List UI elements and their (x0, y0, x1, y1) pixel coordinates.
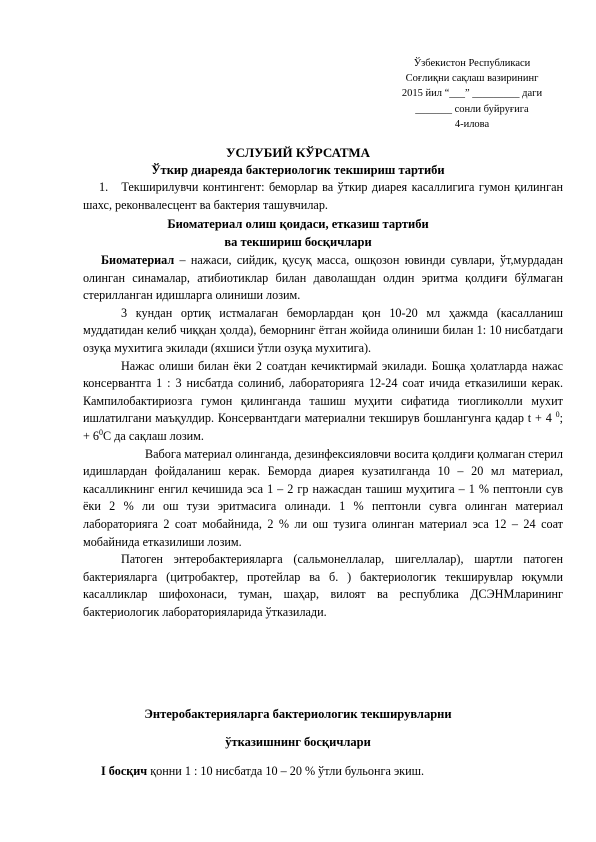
paragraph-biomaterial (83, 252, 563, 305)
section-heading-2b: ўтказишнинг босқичлари (225, 735, 371, 749)
approval-header (382, 56, 562, 132)
stage-text: қонни 1 : 10 нисбатда 10 – 20 % ўтли бульонга экиш. (147, 764, 425, 778)
paragraph-text: ; + 6 (83, 411, 563, 443)
header-line: Соғлиқни сақлаш вазирининг (405, 73, 539, 85)
paragraph-text: Нажас олиши билан ёки 2 соатдан кечиктирмай экилади. Бошқа ҳолатларда нажас консервантга 1 : 3 нисбатда солиниб, лабораторияга 12-24 соат ичида етказилиши керак. Кампилобактириозга гумон қилинганда ташиш муҳити сифатида тиогликолли мухит ишлатилгани маъқулдир. Консервантдаги материални текширув бошлангунга қадар t + 4 (83, 358, 563, 426)
superscript: 0 (99, 427, 104, 437)
body-text (83, 252, 563, 621)
section-heading-1a: Биоматериал олиш қоидаси, етказиш тартиби (167, 217, 429, 231)
item-1-text (83, 179, 563, 214)
superscript: 0 (555, 410, 560, 420)
item-1 (83, 179, 563, 214)
term-biomaterial: Биоматериал (101, 253, 175, 267)
paragraph-cholera: Вабога материал олинганда, дезинфексияловчи восита қолдиғи қолмаган стерил идишлардан фойдаланиш керак. Беморда диарея кузатилганда 10 – 20 мл материал, касалликнинг енгил кечишида эса 1 – 2 гр нажасдан ташиш муҳитига – 1 % пептонли сув ёки 2 % ли ош тузи эритмасига олинади. 1 % пептонли сувга олинган материал лабораторияга 2 соат мобайнида, 2 % ли ош тузига олинган материал эса 12 – 24 соат мобайнида етказилиши лозим. (83, 446, 563, 549)
item-number: 1. (99, 180, 109, 194)
paragraph-feces (83, 358, 563, 446)
paragraph-blood: 3 кундан ортиқ истмалаган беморлардан қон 10-20 мл ҳажмда (касалланиш муддатидан келиб чиққан ҳолда), беморнинг ётган жойида олиниши билан 1: 10 нисбатдаги озуқа мухитига экилади (яхшиси ўтли озуқа мухитига). (83, 305, 563, 355)
header-line: 4-илова (454, 118, 490, 130)
paragraph-text: – нажаси, сийдик, қусуқ масса, ошқозон ювинди сувлари, ўт,мурдадан олинган синамалар, атибиотиклар билан даволашдан олдин эритма қолдиғи бўлмаган стерилланган идишларга олиниши лозим. (83, 253, 563, 303)
section-heading-1b: ва текшириш босқичлари (224, 235, 372, 249)
item-text: Текширилувчи контингент: беморлар ва ўткир диарея касаллигига гумон қилинган шахс, реконвалесцент ва бактерия ташувчилар. (83, 180, 564, 212)
stage-1-text (83, 763, 563, 781)
document-title: УСЛУБИЙ КЎРСАТМА (225, 145, 371, 160)
stage-term: I босқич (101, 764, 148, 778)
paragraph-pathogen: Патоген энтеробактерияларга (сальмонеллалар, шигеллалар), шартли патоген бактерияларга (цитробактер, протейлар ва б. ) бактериологик текширувлар юқумли касалликлар шифохонаси, туман, шаҳар, вилоят ва республика ДСЭНМларининг бактериологик лабораторияларида ўтказилади. (83, 552, 563, 619)
paragraph-text: С да сақлаш лозим. (103, 428, 204, 443)
header-line: 2015 йил “___” _________ даги (401, 88, 543, 100)
stage-1 (83, 763, 563, 781)
section-heading-2a: Энтеробактерияларга бактериологик текширувларни (144, 707, 452, 721)
header-line: Ўзбекистон Республикаси (413, 58, 531, 69)
document-subtitle: Ўткир диареяда бактериологик текшириш тартиби (151, 163, 445, 177)
header-line: _______ сонли буйруғига (415, 103, 529, 115)
